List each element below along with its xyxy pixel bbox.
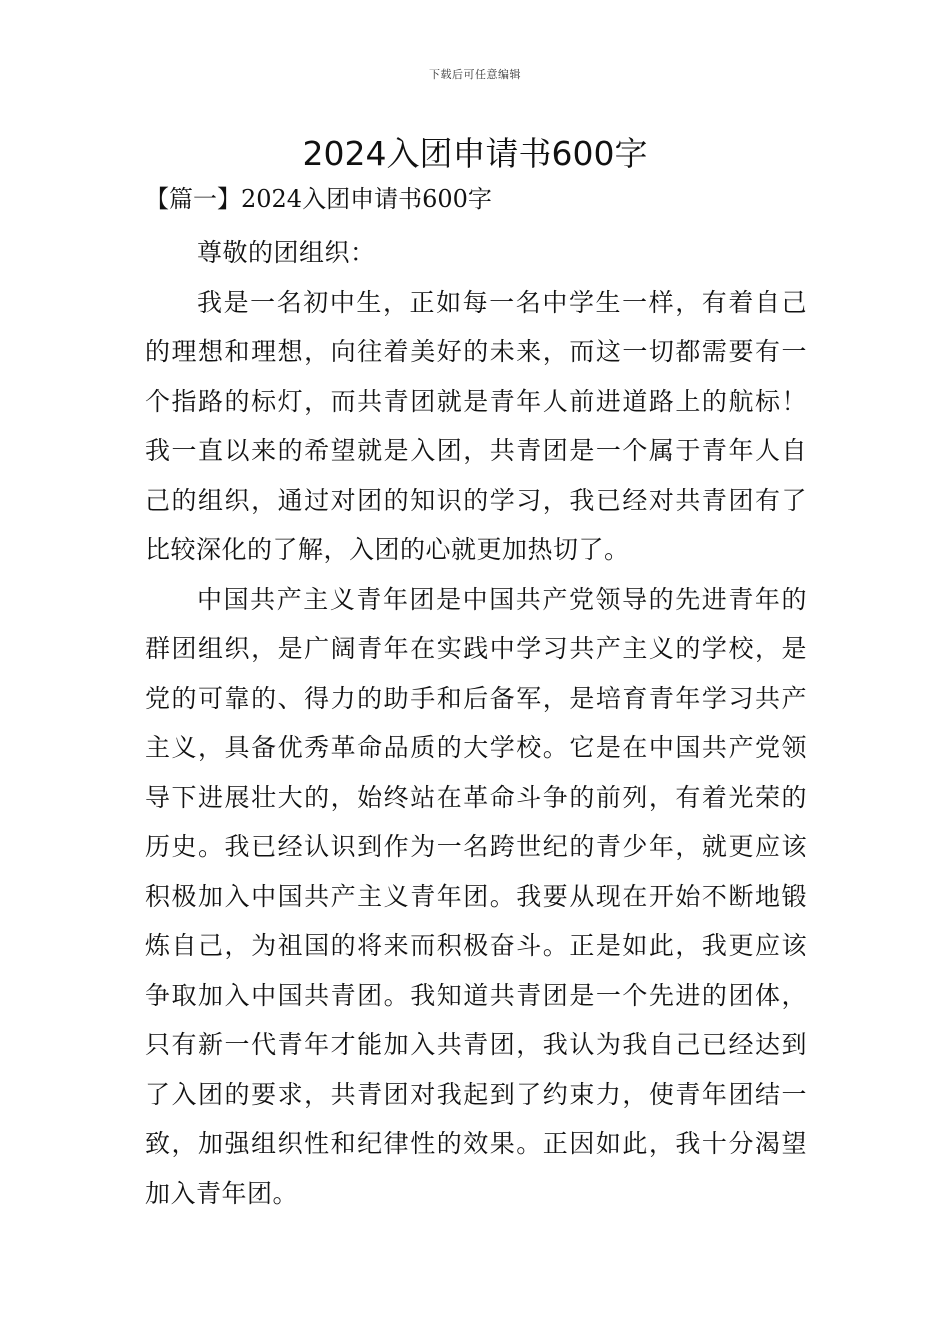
header-note: 下载后可任意编辑: [429, 68, 521, 81]
body-paragraph-2: 中国共产主义青年团是中国共产党领导的先进青年的群团组织，是广阔青年在实践中学习共产主义的学校，是党的可靠的、得力的助手和后备军，是培育青年学习共产主义，具备优秀革命品质的大学校。它是在中国共产党领导下进展壮大的，始终站在革命斗争的前列，有着光荣的历史。我已经认识到作为一名跨世纪的青少年，就更应该积极加入中国共产主义青年团。我要从现在开始不断地锻炼自己，为祖国的将来而积极奋斗。正是如此，我更应该争取加入中国共青团。我知道共青团是一个先进的团体，只有新一代青年才能加入共青团，我认为我自己已经达到了入团的要求，共青团对我起到了约束力，使青年团结一致，加强组织性和纪律性的效果。正因如此，我十分渴望加入青年团。: [145, 584, 807, 1208]
document-body: [145, 228, 807, 1218]
body-paragraph-1: 我是一名初中生，正如每一名中学生一样，有着自己的理想和理想，向往着美好的未来，而这一切都需要有一个指路的标灯，而共青团就是青年人前进道路上的航标！我一直以来的希望就是入团，共青团是一个属于青年人自己的组织，通过对团的知识的学习，我已经对共青团有了比较深化的了解，入团的心就更加热切了。: [145, 287, 807, 564]
salutation-paragraph: 尊敬的团组织：: [197, 238, 376, 267]
document-title: 2024入团申请书600字: [302, 134, 648, 173]
section-title: 【篇一】2024入团申请书600字: [145, 185, 492, 213]
